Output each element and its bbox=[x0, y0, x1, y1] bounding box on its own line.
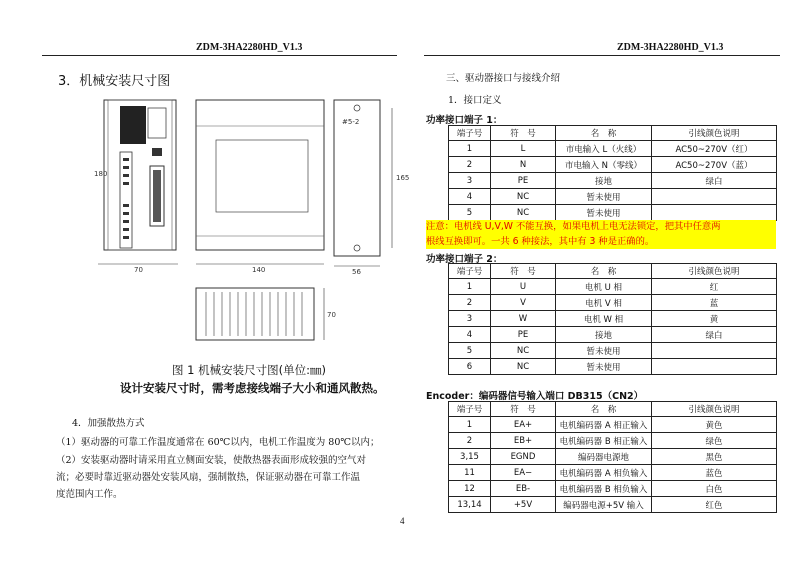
table-cell: 12 bbox=[449, 481, 491, 497]
header-cell: 符 号 bbox=[491, 402, 556, 417]
table-cell: L bbox=[491, 141, 556, 157]
table-cell: U bbox=[491, 279, 556, 295]
table-cell: 暂未使用 bbox=[556, 343, 652, 359]
warning-line-1: 注意：电机线 U,V,W 不能互换，如果电机上电无法锁定，把其中任意两 bbox=[426, 221, 721, 232]
table-cell: 电机编码器 B 相负输入 bbox=[556, 481, 652, 497]
interface-subtitle: 1．接口定义 bbox=[448, 95, 502, 106]
header-cell: 符 号 bbox=[491, 264, 556, 279]
table-row bbox=[449, 433, 777, 449]
table-row bbox=[449, 311, 777, 327]
table-cell: 5 bbox=[449, 343, 491, 359]
table-cell: N bbox=[491, 157, 556, 173]
front-view-drawing bbox=[94, 96, 182, 276]
wiring-warning bbox=[426, 220, 776, 249]
header-right: ZDM-3HA2280HD_V1.3 bbox=[617, 42, 724, 53]
table-cell: 1 bbox=[449, 141, 491, 157]
table-cell: 接地 bbox=[556, 327, 652, 343]
table-cell: EGND bbox=[491, 449, 556, 465]
table-cell: EB- bbox=[491, 481, 556, 497]
header-cell: 端子号 bbox=[449, 126, 491, 141]
header-left: ZDM-3HA2280HD_V1.3 bbox=[196, 42, 303, 53]
top-view-drawing bbox=[190, 284, 340, 346]
table-cell: NC bbox=[491, 343, 556, 359]
table-row bbox=[449, 417, 777, 433]
table-cell: 暂未使用 bbox=[556, 205, 652, 221]
table-cell: 6 bbox=[449, 359, 491, 375]
table-cell: 白色 bbox=[652, 481, 777, 497]
table-cell: EB+ bbox=[491, 433, 556, 449]
table-header-row bbox=[449, 264, 777, 279]
table-cell: NC bbox=[491, 205, 556, 221]
power2-title: 功率接口端子 2： bbox=[426, 254, 503, 265]
header-cell: 符 号 bbox=[491, 126, 556, 141]
warning-line-2: 根线互换即可。一共 6 种接法，其中有 3 种是正确的。 bbox=[426, 235, 655, 247]
table-cell: 电机 U 相 bbox=[556, 279, 652, 295]
table-cell bbox=[652, 359, 777, 375]
header-cell: 引线颜色说明 bbox=[652, 126, 777, 141]
table-row bbox=[449, 173, 777, 189]
dim-height-top: 70 bbox=[327, 311, 336, 319]
table-row bbox=[449, 205, 777, 221]
table-row bbox=[449, 343, 777, 359]
table-cell: 蓝色 bbox=[652, 465, 777, 481]
table-row bbox=[449, 465, 777, 481]
table-cell: 绿白 bbox=[652, 173, 777, 189]
header-rule-right bbox=[424, 55, 780, 56]
table-cell: 红色 bbox=[652, 497, 777, 513]
table-cell: 13,14 bbox=[449, 497, 491, 513]
table-cell: +5V bbox=[491, 497, 556, 513]
dim-hole-spacing: 165 bbox=[396, 174, 410, 182]
header-cell: 端子号 bbox=[449, 402, 491, 417]
table-cell: 编码器电源+5V 输入 bbox=[556, 497, 652, 513]
table-row bbox=[449, 295, 777, 311]
header-cell: 名 称 bbox=[556, 264, 652, 279]
header-rule-left bbox=[42, 55, 397, 56]
table-row bbox=[449, 327, 777, 343]
table-cell: 红 bbox=[652, 279, 777, 295]
table-cell: 电机编码器 B 相正输入 bbox=[556, 433, 652, 449]
header-cell: 端子号 bbox=[449, 264, 491, 279]
header-cell: 名 称 bbox=[556, 402, 652, 417]
table-cell: 市电输入 L（火线） bbox=[556, 141, 652, 157]
table-cell: 2 bbox=[449, 295, 491, 311]
table-cell bbox=[652, 343, 777, 359]
table-cell: 1 bbox=[449, 279, 491, 295]
table-cell: AC50~270V（蓝） bbox=[652, 157, 777, 173]
power1-title: 功率接口端子 1： bbox=[426, 115, 503, 126]
table-cell: 接地 bbox=[556, 173, 652, 189]
table-header-row bbox=[449, 126, 777, 141]
dim-hole: #5-2 bbox=[342, 118, 360, 126]
table-cell: EA+ bbox=[491, 417, 556, 433]
cooling-paragraph-1: （1）驱动器的可靠工作温度通常在 60℃以内，电机工作温度为 80℃以内； bbox=[56, 437, 380, 448]
figure-note: 设计安装尺寸时，需考虑接线端子大小和通风散热。 bbox=[120, 381, 385, 395]
table-cell: 2 bbox=[449, 157, 491, 173]
table-cell: 电机编码器 A 相正输入 bbox=[556, 417, 652, 433]
table-cell: 5 bbox=[449, 205, 491, 221]
table-cell: NC bbox=[491, 189, 556, 205]
table-cell: 4 bbox=[449, 327, 491, 343]
side-view-drawing bbox=[192, 96, 328, 276]
table-cell: NC bbox=[491, 359, 556, 375]
dim-depth-mount: 56 bbox=[352, 268, 361, 276]
power2-table bbox=[448, 263, 777, 375]
table-cell: 市电输入 N（零线） bbox=[556, 157, 652, 173]
dim-height-front: 180 bbox=[94, 170, 108, 178]
section-title: 3．机械安装尺寸图 bbox=[58, 74, 171, 89]
table-row bbox=[449, 141, 777, 157]
table-cell: 4 bbox=[449, 189, 491, 205]
power1-table bbox=[448, 125, 777, 221]
encoder-title: Encoder：编码器信号输入端口 DB315（CN2） bbox=[426, 391, 644, 402]
page-number: 4 bbox=[400, 516, 405, 526]
table-cell: 黄 bbox=[652, 311, 777, 327]
table-cell: V bbox=[491, 295, 556, 311]
figure-caption: 图 1 机械安装尺寸图(单位:㎜) bbox=[172, 363, 326, 377]
table-cell: 电机编码器 A 相负输入 bbox=[556, 465, 652, 481]
table-cell: 蓝 bbox=[652, 295, 777, 311]
table-header-row bbox=[449, 402, 777, 417]
cooling-title: 4．加强散热方式 bbox=[72, 418, 145, 429]
table-row bbox=[449, 279, 777, 295]
encoder-table bbox=[448, 401, 777, 513]
table-cell: 11 bbox=[449, 465, 491, 481]
header-cell: 名 称 bbox=[556, 126, 652, 141]
cooling-paragraph-2-line-1: （2）安装驱动器时请采用直立侧面安装，使散热器表面形成较强的空气对 bbox=[56, 455, 367, 466]
table-cell: 3 bbox=[449, 173, 491, 189]
table-row bbox=[449, 481, 777, 497]
table-cell: 2 bbox=[449, 433, 491, 449]
table-row bbox=[449, 449, 777, 465]
table-cell: 黄色 bbox=[652, 417, 777, 433]
table-cell: PE bbox=[491, 327, 556, 343]
table-cell: 暂未使用 bbox=[556, 359, 652, 375]
interface-section-title: 三、驱动器接口与接线介绍 bbox=[446, 73, 561, 84]
header-cell: 引线颜色说明 bbox=[652, 402, 777, 417]
table-cell: W bbox=[491, 311, 556, 327]
table-cell: 黑色 bbox=[652, 449, 777, 465]
header-cell: 引线颜色说明 bbox=[652, 264, 777, 279]
table-row bbox=[449, 497, 777, 513]
table-cell: EA− bbox=[491, 465, 556, 481]
cooling-paragraph-2-line-3: 度范围内工作。 bbox=[56, 489, 123, 500]
table-cell: 暂未使用 bbox=[556, 189, 652, 205]
dim-length-side: 140 bbox=[252, 266, 266, 274]
cooling-paragraph-2-line-2: 流；必要时靠近驱动器处安装风扇，强制散热，保证驱动器在可靠工作温 bbox=[56, 472, 361, 483]
table-cell: 绿色 bbox=[652, 433, 777, 449]
table-cell: 1 bbox=[449, 417, 491, 433]
table-cell: 编码器电源地 bbox=[556, 449, 652, 465]
table-cell bbox=[652, 205, 777, 221]
table-cell: 3,15 bbox=[449, 449, 491, 465]
dim-width-front: 70 bbox=[134, 266, 143, 274]
table-row bbox=[449, 189, 777, 205]
table-row bbox=[449, 359, 777, 375]
table-cell: PE bbox=[491, 173, 556, 189]
table-row bbox=[449, 157, 777, 173]
mount-view-drawing bbox=[330, 96, 414, 276]
table-cell: 电机 V 相 bbox=[556, 295, 652, 311]
table-cell: 电机 W 相 bbox=[556, 311, 652, 327]
table-cell: 3 bbox=[449, 311, 491, 327]
table-cell bbox=[652, 189, 777, 205]
table-cell: 绿白 bbox=[652, 327, 777, 343]
table-cell: AC50~270V（红） bbox=[652, 141, 777, 157]
